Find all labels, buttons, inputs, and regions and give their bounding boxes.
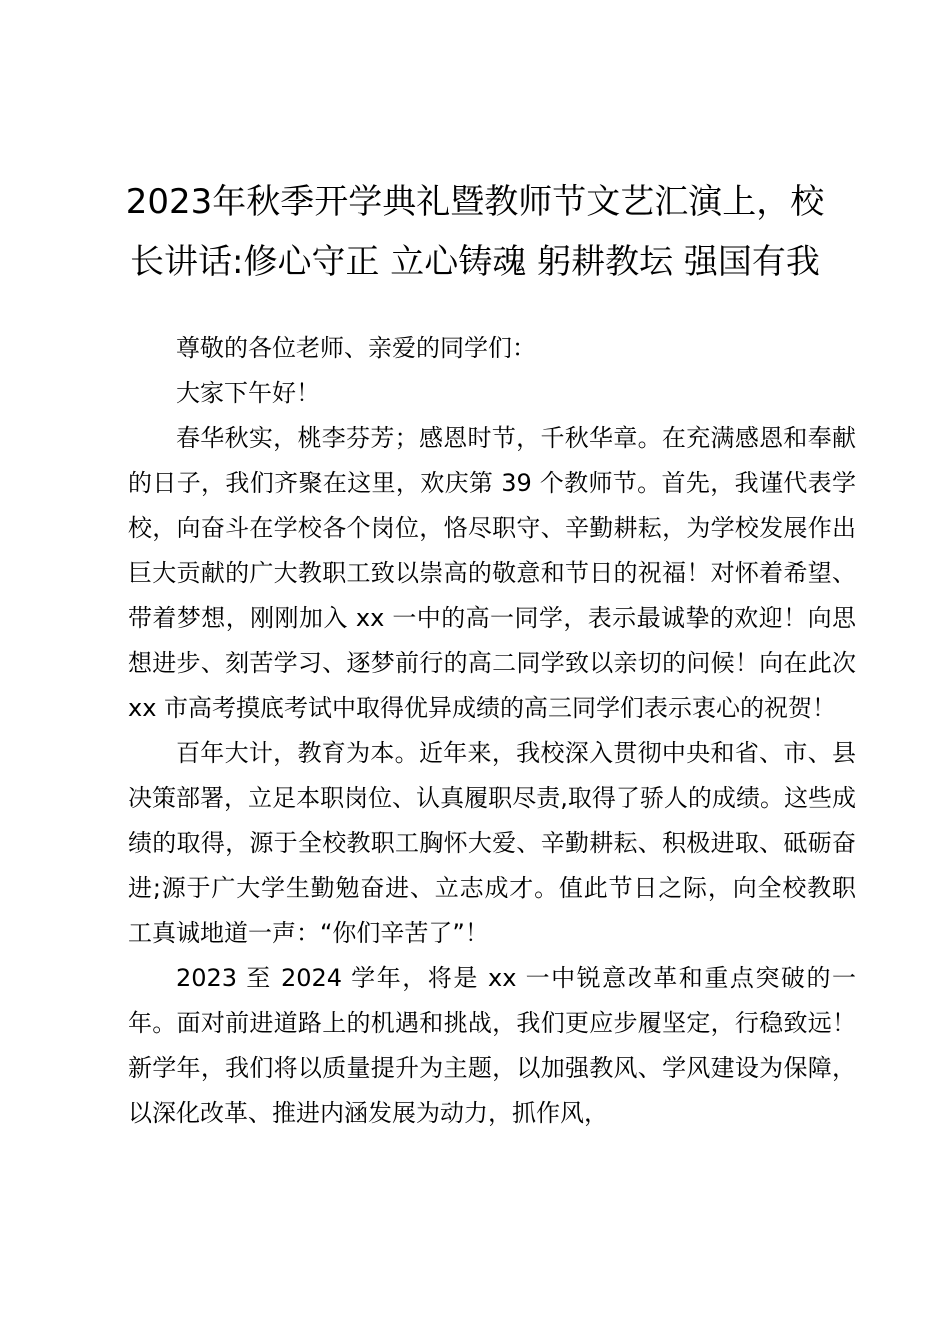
paragraph-opening: 春华秋实，桃李芬芳；感恩时节，千秋华章。在充满感恩和奉献的日子，我们齐聚在这里，欢庆第 39 个教师节。首先，我谨代表学校，向奋斗在学校各个岗位，恪尽职守、辛勤耕耘，为学校发展作出巨大贡献的广大教职工致以崇高的敬意和节日的祝福！对怀着希望、带着梦想，刚刚加入 xx 一中的高一同学，表示最诚挚的欢迎！向思想进步、刻苦学习、逐梦前行的高二同学致以亲切的问候！向在此次 xx 市高考摸底考试中取得优异成绩的高三同学们表示衷心的祝贺！: [128, 424, 856, 722]
paragraph-achievements: 百年大计，教育为本。近年来，我校深入贯彻中央和省、市、县决策部署，立足本职岗位、认真履职尽责,取得了骄人的成绩。这些成绩的取得，源于全校教职工胸怀大爱、辛勤耕耘、积极进取、砥砺奋进;源于广大学生勤勉奋进、立志成才。值此节日之际，向全校教职工真诚地道一声：“你们辛苦了”！: [128, 739, 856, 947]
salutation: 尊敬的各位老师、亲爱的同学们：: [176, 334, 536, 362]
document-body: [128, 326, 856, 1136]
greeting: 大家下午好！: [176, 379, 320, 407]
document-title: 2023年秋季开学典礼暨教师节文艺汇演上，校长讲话:修心守正 立心铸魂 躬耕教坛 强国有我: [125, 182, 825, 282]
paragraph-new-year: 2023 至 2024 学年，将是 xx 一中锐意改革和重点突破的一年。面对前进道路上的机遇和挑战，我们更应步履坚定，行稳致远！新学年，我们将以质量提升为主题，以加强教风、学风建设为保障，以深化改革、推进内涵发展为动力，抓作风，: [128, 964, 856, 1127]
